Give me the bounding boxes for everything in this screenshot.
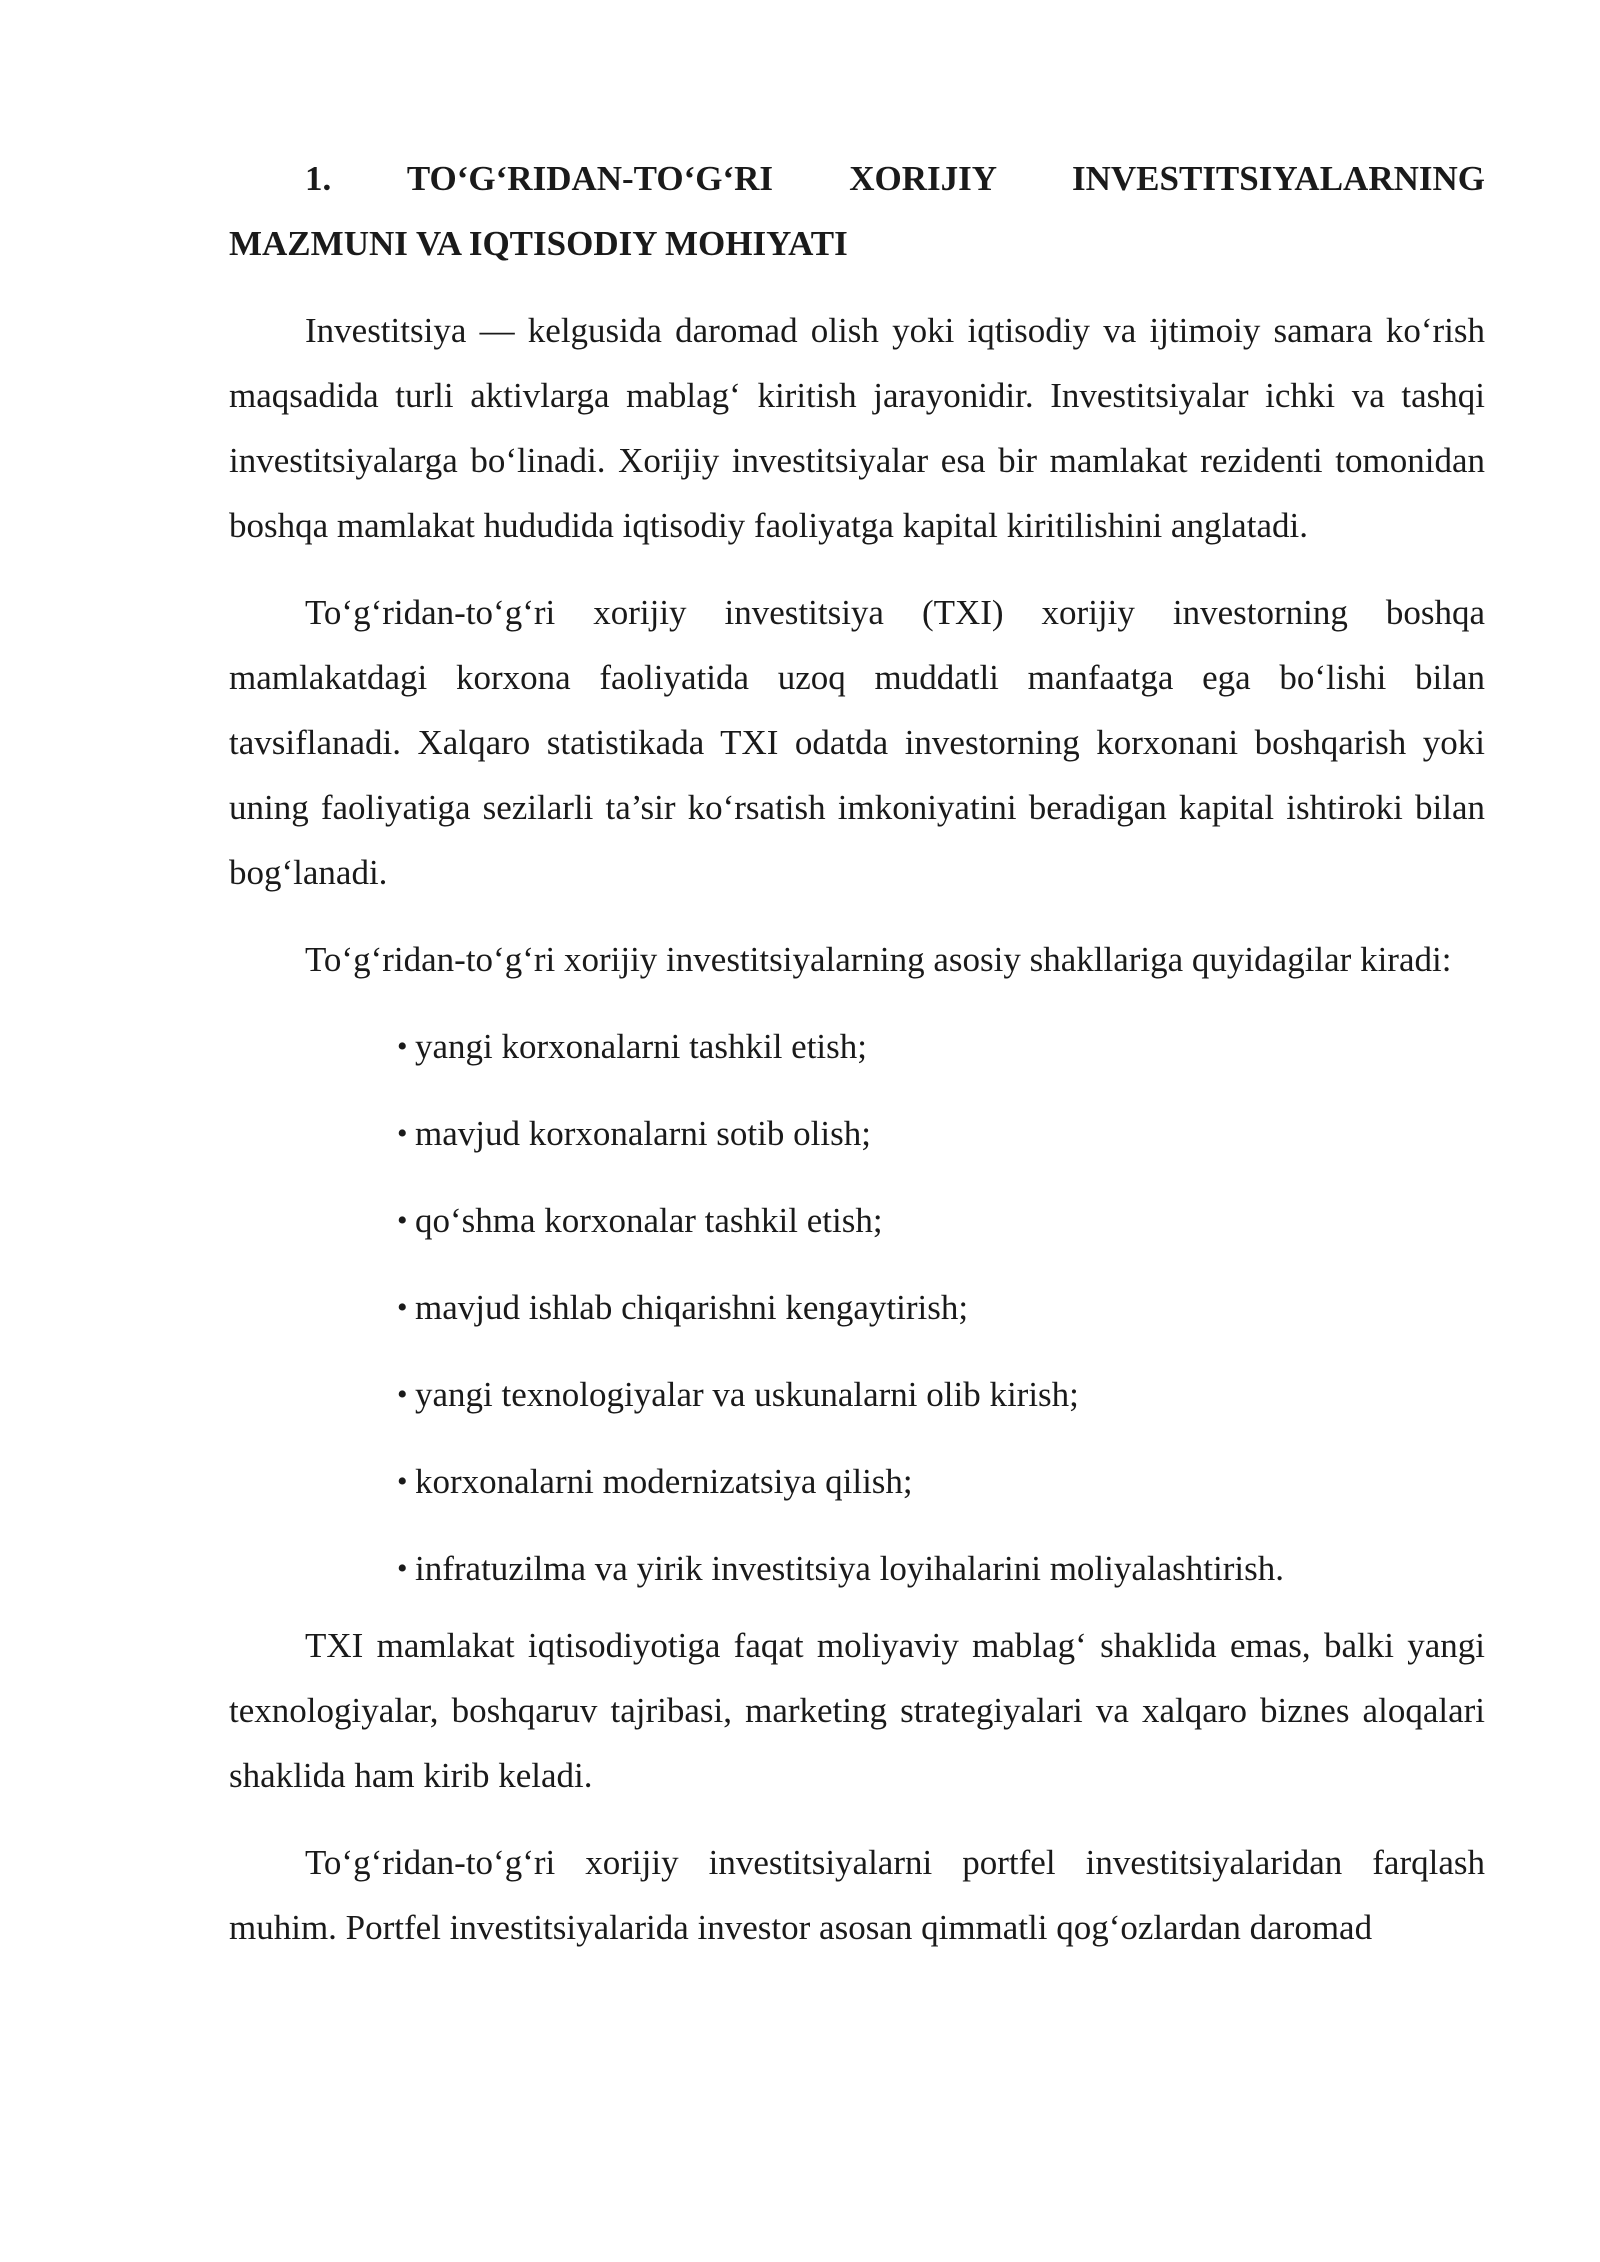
fdi-forms-list [229,1014,1485,1601]
paragraph-fdi-forms-intro: To‘g‘ridan-to‘g‘ri xorijiy investitsiyalarning asosiy shakllariga quyidagilar kiradi: [305,940,1452,979]
list-item [397,1449,1485,1514]
bullet-icon: • [397,1030,408,1063]
document-page [229,0,1485,1960]
list-item-text: mavjud ishlab chiqarishni kengaytirish; [415,1288,969,1327]
paragraph-fdi-definition: To‘g‘ridan-to‘g‘ri xorijiy investitsiya (TXI) xorijiy investorning boshqa mamlakatdagi korxona faoliyatida uzoq muddatli manfaatga ega bo‘lishi bilan tavsiflanadi. Xalqaro statistikada TXI odatda investorning korxonani boshqarish yoki uning faoliyatiga sezilarli ta’sir ko‘rsatish imkoniyatini beradigan kapital ishtiroki bilan bog‘lanadi. [229,593,1485,892]
list-item [397,1275,1485,1340]
paragraph-fdi-contribution: TXI mamlakat iqtisodiyotiga faqat moliyaviy mablag‘ shaklida emas, balki yangi texnologiyalar, boshqaruv tajribasi, marketing strategiyalari va xalqaro biznes aloqalari shaklida ham kirib keladi. [229,1626,1485,1795]
list-item [397,1014,1485,1079]
bullet-icon: • [397,1204,408,1237]
list-item-text: korxonalarni modernizatsiya qilish; [415,1462,913,1501]
list-item-text: yangi texnologiyalar va uskunalarni olib kirish; [415,1375,1079,1414]
list-item-text: mavjud korxonalarni sotib olish; [415,1114,871,1153]
bullet-icon: • [397,1465,408,1498]
list-item-text: infratuzilma va yirik investitsiya loyihalarini moliyalashtirish. [415,1549,1284,1588]
bullet-icon: • [397,1117,408,1150]
heading-line-1: 1. TO‘G‘RIDAN-TO‘G‘RI XORIJIY INVESTITSIYALARNING [305,159,1485,198]
paragraph-investment-definition: Investitsiya — kelgusida daromad olish yoki iqtisodiy va ijtimoiy samara ko‘rish maqsadida turli aktivlarga mablag‘ kiritish jarayonidir. Investitsiyalar ichki va tashqi investitsiyalarga bo‘linadi. Xorijiy investitsiyalar esa bir mamlakat rezidenti tomonidan boshqa mamlakat hududida iqtisodiy faoliyatga kapital kiritilishini anglatadi. [229,311,1485,545]
list-item-text: yangi korxonalarni tashkil etish; [415,1027,867,1066]
section-heading [229,146,1485,276]
bullet-icon: • [397,1552,408,1585]
list-item [397,1362,1485,1427]
bullet-icon: • [397,1378,408,1411]
list-item-text: qo‘shma korxonalar tashkil etish; [415,1201,883,1240]
list-item [397,1101,1485,1166]
heading-line-2: MAZMUNI VA IQTISODIY MOHIYATI [229,224,848,263]
list-item [397,1536,1485,1601]
list-item [397,1188,1485,1253]
paragraph-fdi-vs-portfolio: To‘g‘ridan-to‘g‘ri xorijiy investitsiyalarni portfel investitsiyalaridan farqlash muhim. Portfel investitsiyalarida investor asosan qimmatli qog‘ozlardan daromad [229,1843,1485,1947]
bullet-icon: • [397,1291,408,1324]
